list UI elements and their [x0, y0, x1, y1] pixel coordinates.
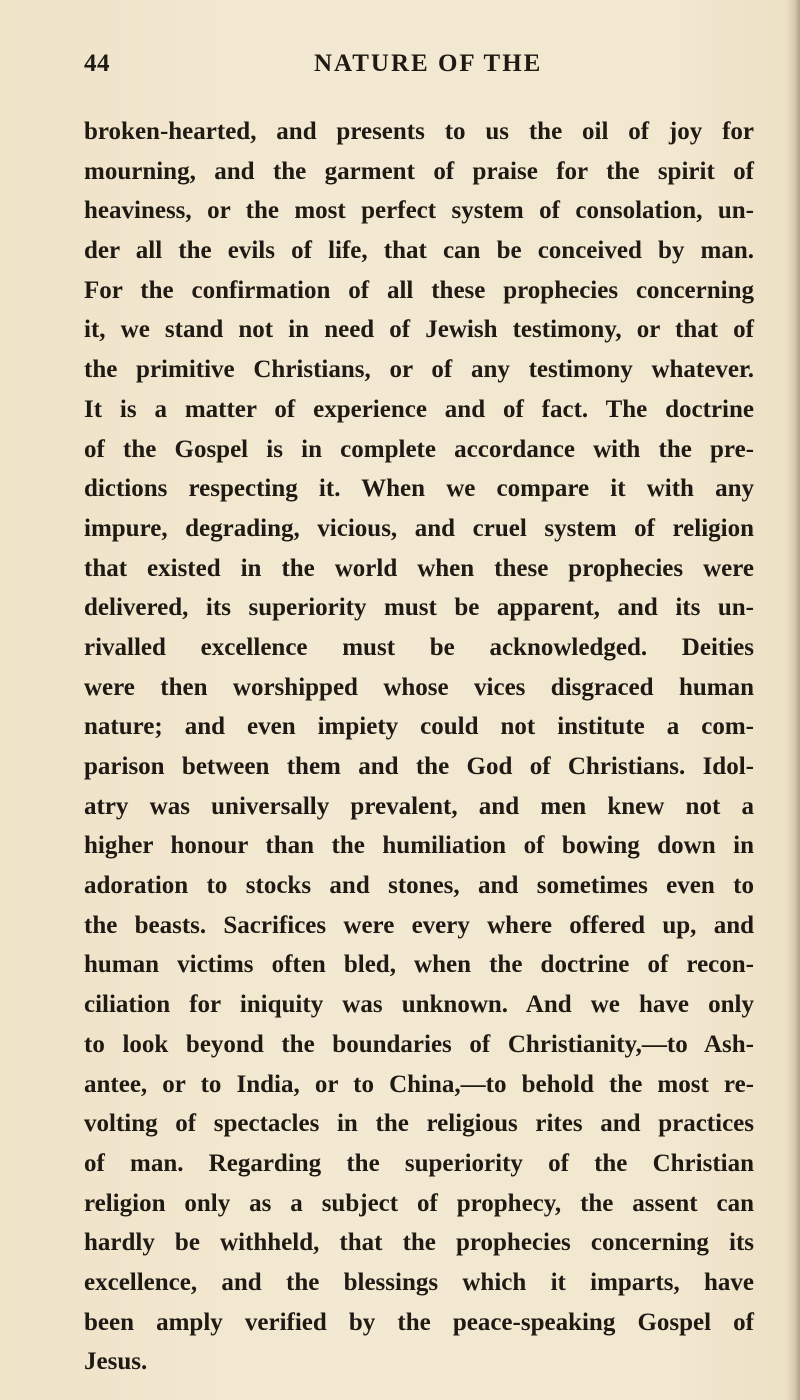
- text-line: of the Gospel is in complete accordance with the pre-: [84, 435, 754, 463]
- text-line: were then worshipped whose vices disgraced human: [84, 673, 754, 701]
- text-line: the primitive Christians, or of any testimony whatever.: [84, 356, 754, 384]
- text-line: mourning, and the garment of praise for the spirit of: [84, 157, 754, 185]
- text-line: been amply verified by the peace-speaking Gospel of: [84, 1308, 754, 1336]
- text-line: the beasts. Sacrifices were every where offered up, and: [84, 911, 754, 939]
- text-line: it, we stand not in need of Jewish testimony, or that of: [84, 316, 754, 344]
- text-line: parison between them and the God of Christians. Idol-: [84, 753, 754, 780]
- text-line: excellence, and the blessings which it imparts, have: [84, 1268, 754, 1296]
- text-line: antee, or to India, or to China,—to behold the most re-: [84, 1070, 754, 1098]
- page-header: [0, 50, 800, 90]
- running-head: NATURE OF THE: [314, 50, 543, 77]
- text-line: adoration to stocks and stones, and sometimes even to: [84, 872, 754, 900]
- text-line: to look beyond the boundaries of Christianity,—to Ash-: [84, 1030, 754, 1058]
- page-edge-shadow: [786, 0, 800, 1400]
- page-number: 44: [84, 50, 110, 77]
- text-line: ciliation for iniquity was unknown. And we have only: [84, 991, 754, 1019]
- text-line: that existed in the world when these prophecies were: [84, 554, 754, 582]
- text-line: It is a matter of experience and of fact. The doctrine: [84, 395, 754, 423]
- text-line: rivalled excellence must be acknowledged. Deities: [84, 633, 754, 661]
- text-line: nature; and even impiety could not institute a com-: [84, 713, 754, 741]
- text-line: hardly be withheld, that the prophecies concerning its: [84, 1229, 754, 1257]
- text-line-last: Jesus.: [84, 1348, 148, 1376]
- text-line: broken-hearted, and presents to us the oil of joy for: [84, 118, 754, 145]
- body-text: [84, 112, 754, 1382]
- text-line: of man. Regarding the superiority of the Christian: [84, 1149, 754, 1177]
- text-line: dictions respecting it. When we compare it with any: [84, 475, 754, 503]
- text-line: volting of spectacles in the religious rites and practices: [84, 1110, 754, 1138]
- text-line: heaviness, or the most perfect system of consolation, un-: [84, 197, 754, 225]
- text-line: der all the evils of life, that can be conceived by man.: [84, 237, 754, 265]
- text-line: human victims often bled, when the doctrine of recon-: [84, 951, 754, 979]
- text-line: For the confirmation of all these prophecies concerning: [84, 276, 754, 304]
- text-line: impure, degrading, vicious, and cruel system of religion: [84, 514, 754, 542]
- text-line: higher honour than the humiliation of bowing down in: [84, 832, 754, 860]
- text-line: religion only as a subject of prophecy, the assent can: [84, 1189, 754, 1217]
- text-line: delivered, its superiority must be apparent, and its un-: [84, 594, 754, 622]
- text-line: atry was universally prevalent, and men knew not a: [84, 792, 754, 820]
